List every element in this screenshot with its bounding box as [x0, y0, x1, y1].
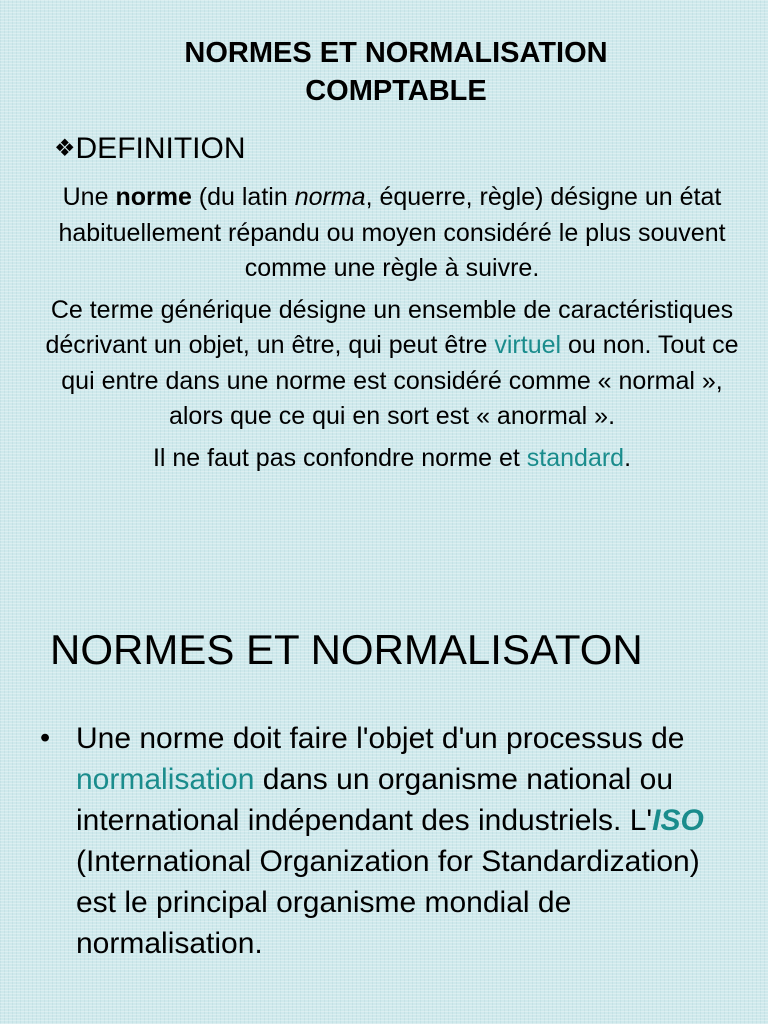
slide-2 [0, 600, 768, 1024]
p3-text-a: Il ne faut pas confondre norme et [152, 443, 527, 472]
list-item-text [76, 718, 730, 964]
p1-text-c: , équerre, règle) désigne un état habituellement répandu ou moyen considéré le plus souvent comme une règle à suivre. [58, 183, 726, 282]
diamond-bullet-icon: ❖ [54, 135, 74, 162]
slide-1-title [40, 34, 752, 110]
bullet-dot-icon: • [40, 722, 51, 754]
norme-term: norme [115, 183, 192, 211]
title-line-1: NORMES ET NORMALISATION [184, 37, 608, 69]
iso-link[interactable]: ISO [652, 804, 704, 837]
definition-heading-text: DEFINITION [75, 132, 246, 165]
definition-heading [54, 131, 246, 167]
p2-text-b: ou non. Tout ce qui entre dans une norme est considéré comme « normal », alors que ce qui en sort est « anormal ». [61, 331, 739, 430]
standard-link[interactable]: standard [526, 443, 625, 472]
normalisation-link[interactable]: normalisation [76, 763, 255, 796]
item-text-c: (International Organization for Standardization) est le principal organisme mondial de normalisation. [76, 845, 700, 960]
p2-text-a: Ce terme générique désigne un ensemble de caractéristiques décrivant un objet, un être, qui peut être [45, 295, 734, 359]
definition-body [44, 180, 740, 482]
item-text-b: dans un organisme national ou international indépendant des industriels. L' [76, 763, 674, 837]
list-item [40, 718, 730, 964]
paragraph-3 [44, 441, 740, 477]
item-text-a: Une norme doit faire l'objet d'un processus de [76, 722, 685, 755]
slide-2-title: NORMES ET NORMALISATON [50, 626, 643, 673]
p3-text-b: . [624, 443, 632, 472]
norma-term: norma [294, 183, 366, 211]
virtuel-link[interactable]: virtuel [494, 331, 562, 359]
paragraph-1 [44, 180, 740, 287]
title-line-2: COMPTABLE [305, 75, 487, 107]
p1-text-b: (du latin [191, 183, 295, 211]
paragraph-2 [44, 293, 740, 435]
p1-text-a: Une [62, 183, 116, 211]
